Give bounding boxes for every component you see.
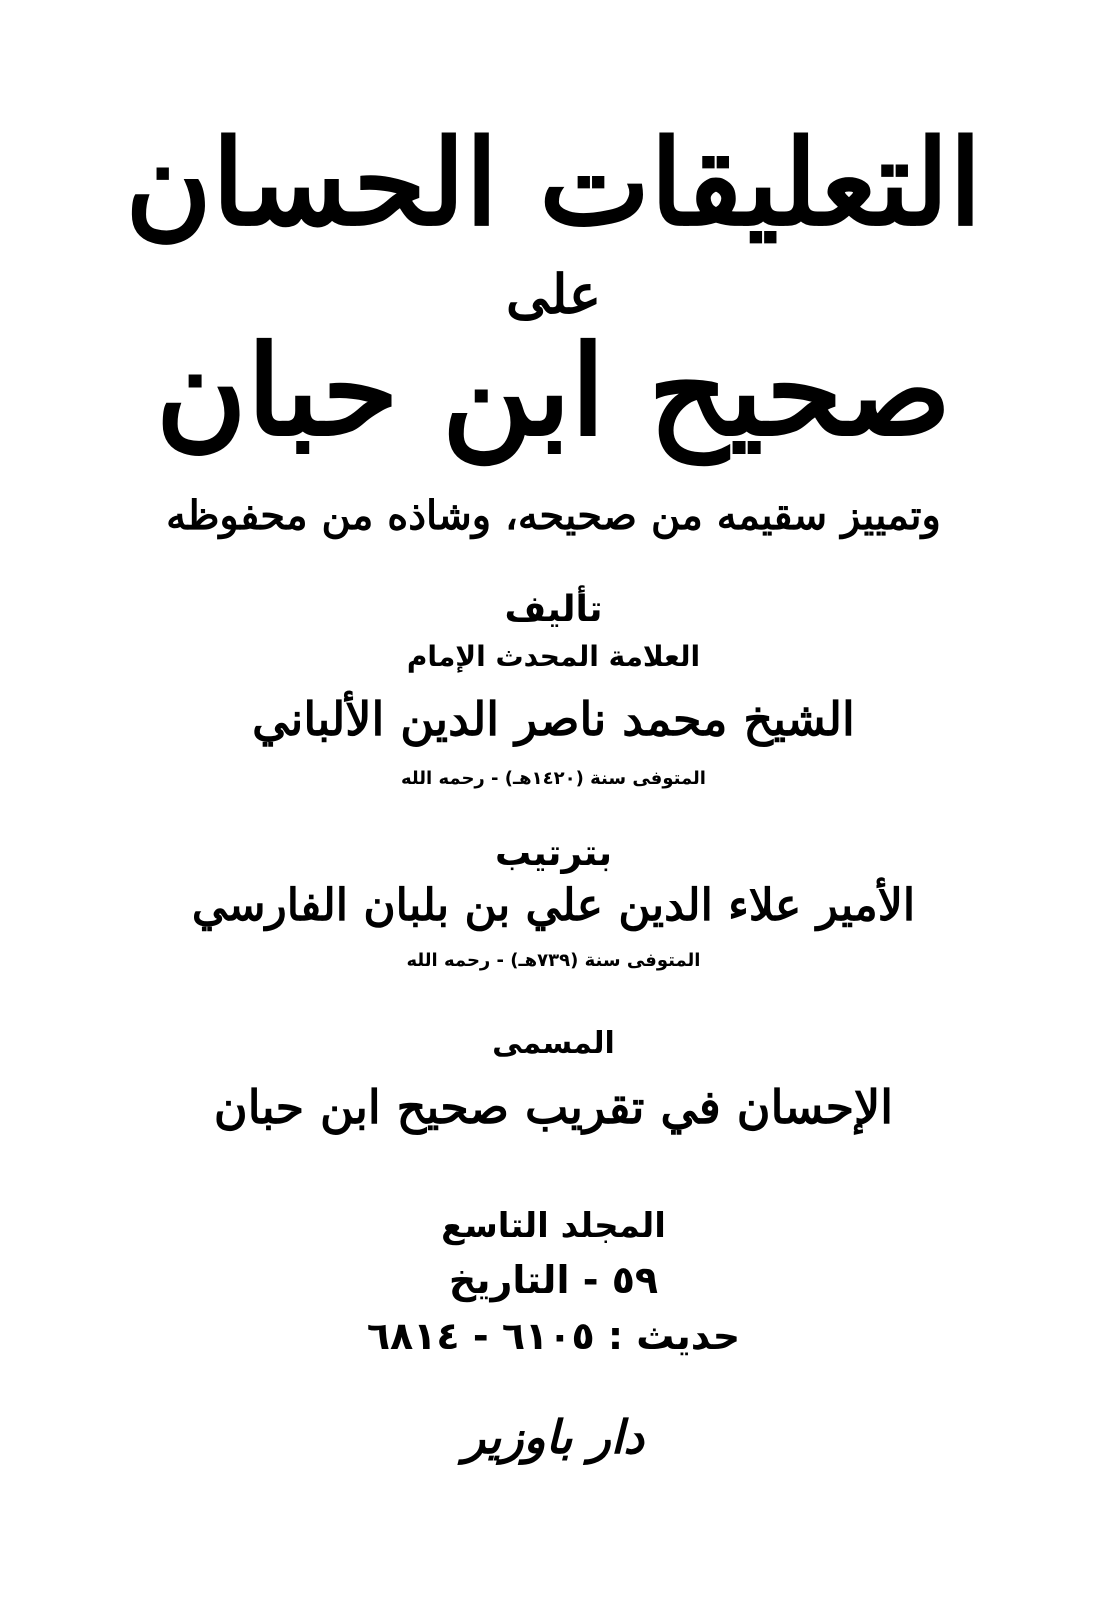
title-connector: على (505, 262, 602, 326)
book-title: التعليقات الحسان (125, 113, 982, 252)
section-label: ٥٩ - التاريخ (448, 1258, 659, 1302)
volume-label: المجلد التاسع (441, 1206, 666, 1246)
original-title: الإحسان في تقريب صحيح ابن حبان (213, 1080, 894, 1134)
publisher-name: دار باوزير (463, 1410, 644, 1464)
book-name: صحيح ابن حبان (155, 319, 952, 464)
arrangement-label: بترتيب (495, 833, 612, 874)
author-death-note: المتوفى سنة (١٤٢٠هـ) - رحمه الله (401, 768, 706, 789)
arranger-death-note: المتوفى سنة (٧٣٩هـ) - رحمه الله (406, 950, 701, 971)
hadith-range: حديث : ٦١٠٥ - ٦٨١٤ (366, 1314, 741, 1358)
arranger-name: الأمير علاء الدين علي بن بلبان الفارسي (191, 880, 916, 931)
named-label: المسمى (492, 1026, 615, 1061)
author-epithet: العلامة المحدث الإمام (406, 640, 701, 673)
author-name: الشيخ محمد ناصر الدين الألباني (252, 692, 855, 746)
authorship-label: تأليف (504, 589, 603, 630)
book-subtitle: وتمييز سقيمه من صحيحه، وشاذه من محفوظه (166, 492, 941, 539)
